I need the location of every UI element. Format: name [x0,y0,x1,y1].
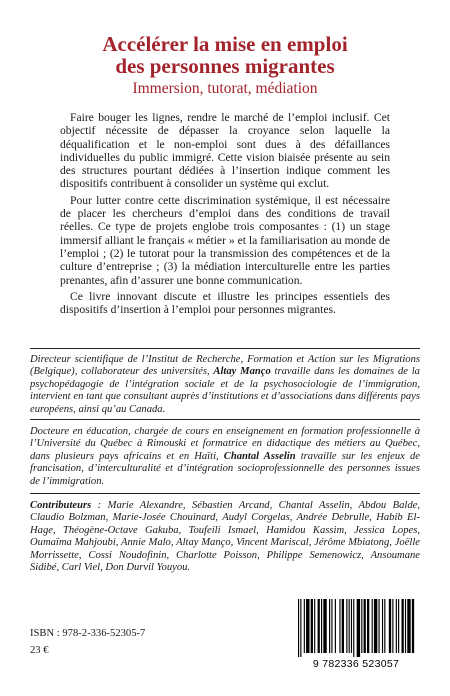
contributors-label: Contributeurs [30,500,92,511]
bio-manco-text-end: travaille dans les domaines de la psychopédagogie de l’intégration sociale et de la psychosociologie de l’immigration, intervient en tant que consultant auprès d’institutions et d’associations dans différents pays européens, ainsi qu’au Canada. [30,366,420,415]
contributors-list: : Marie Alexandre, Sébastien Arcand, Chantal Asselin, Abdou Balde, Claudio Bolzman, Marie-Josée Chouinard, Audyl Corgelas, Andrée Debrulle, Habib El-Hage, Théogène-Octave Gakuba, Toufeili Ismael, Hamidou Kassim, Jessica Lopes, Oumaïma Mahjoubi, Annie Malo, Altay Manço, Vincent Mariscal, Jérôme Mbiatong, Joëlle Morrissette, Cossi Noudofinin, Charlotte Poisson, Philippe Semenowicz, Ansoumane Sidibé, Carl Viel, Don Durvil Youyou. [30,500,420,574]
bio-manco-text: Directeur scientifique de l’Institut de Recherche, Formation et Action sur les Migrations (Belgique), collaborateur des universités, [30,354,420,378]
barcode-bars-icon [292,597,420,657]
barcode-digits: 9 782336 523057 [312,658,400,670]
author-bio-manco [30,354,420,416]
contributors [30,500,420,574]
book-title-line-2: des personnes migrantes [115,54,335,78]
isbn: ISBN : 978-2-336-52305-7 [30,628,146,639]
blurb-paragraph-2: Pour lutter contre cette discrimination systémique, il est nécessaire de placer les chercheurs d’emploi dans des conditions de travail réelles. Ce type de projets englobe trois composantes : (1) un stage immersif alliant le français « métier » et la familiarisation au monde de l’emploi ; (2) le tutorat pour la transmission des compétences et de la culture d’entreprise ; (3) la médiation interculturelle entre les parties prenantes, afin d’assurer une bonne communication. [60,193,390,287]
bio-asselin-text-end: travaille sur les enjeux de francisation, d’interculturalité et d’intégration socioprofessionnelle des personnes issues de l’immigration. [30,450,420,487]
price: 23 € [30,645,49,656]
author-name-manco: Altay Manço [213,366,271,378]
blurb-paragraph-3: Ce livre innovant discute et illustre les principes essentiels des dispositifs d’insertion à l’emploi pour personnes migrantes. [60,289,390,317]
divider [30,348,420,349]
bio-asselin-text: Docteure en éducation, chargée de cours en enseignement en formation professionnelle à l’Université du Québec à Rimouski et formatrice en didactique des métiers au Québec, dans plusieurs pays africains et en Haïti, [30,426,420,462]
author-bio-asselin [30,426,420,488]
book-title-line-1: Accélérer la mise en emploi [102,32,348,56]
author-name-asselin: Chantal Asselin [223,450,296,462]
divider [30,493,420,494]
divider [30,419,420,420]
book-subtitle: Immersion, tutorat, médiation [132,80,318,97]
blurb [60,111,390,319]
blurb-paragraph-1: Faire bouger les lignes, rendre le marché de l’emploi inclusif. Cet objectif nécessite de dépasser la croyance selon laquelle la déqualification et le non-emploi sont dues à des défaillances individuelles du public immigré. Cette vision biaisée présente au sein des structures pourtant dédiées à l’insertion indique comment les dispositifs contribuent à consolider un système qui exclut. [60,111,390,191]
